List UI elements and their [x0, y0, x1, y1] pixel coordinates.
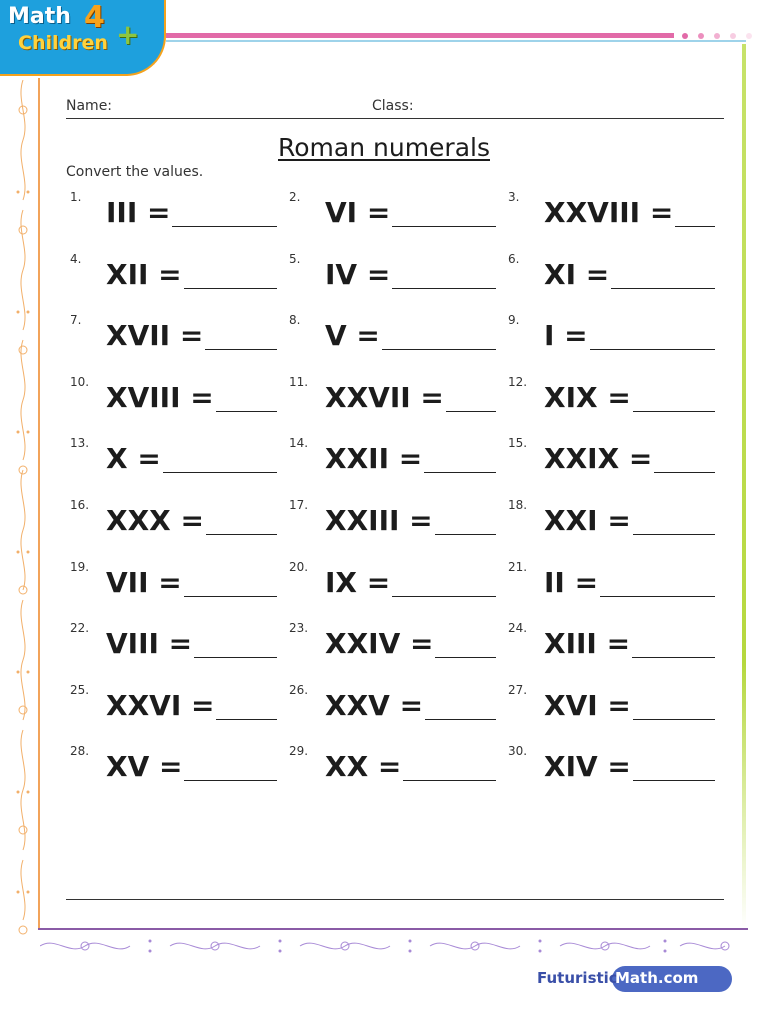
problem-number: 13. — [70, 436, 90, 451]
roman-numeral: XXIX = — [544, 442, 653, 476]
roman-numeral: V = — [325, 319, 380, 353]
problem-item — [289, 744, 496, 784]
problem-item — [508, 436, 715, 476]
roman-numeral: VI = — [325, 196, 391, 229]
logo-digit-four: 4 — [84, 0, 105, 35]
problem-number: 2. — [289, 190, 301, 204]
problem-number: 23. — [289, 621, 309, 636]
answer-blank[interactable] — [392, 226, 496, 227]
problem-item — [289, 190, 496, 230]
problem-item — [508, 313, 715, 353]
name-class-line[interactable] — [66, 118, 724, 119]
answer-blank[interactable] — [216, 719, 277, 720]
problem-item — [508, 190, 715, 230]
roman-numeral: XIV = — [544, 750, 631, 784]
brand-text-futuristic[interactable]: Futuristic — [537, 969, 618, 987]
problem-number: 30. — [508, 744, 528, 759]
answer-blank[interactable] — [654, 472, 715, 473]
roman-numeral: XXI = — [544, 504, 631, 537]
top-border-blue — [166, 40, 746, 42]
answer-blank[interactable] — [446, 411, 496, 412]
problem-number: 27. — [508, 682, 528, 697]
problem-item — [70, 744, 277, 784]
problem-item — [289, 621, 496, 661]
problem-item — [289, 498, 496, 538]
roman-numeral: XXV = — [325, 688, 424, 722]
problem-number: 17. — [289, 498, 309, 512]
problem-item — [289, 436, 496, 476]
top-dot — [714, 33, 720, 39]
top-dot — [698, 33, 704, 39]
answer-blank[interactable] — [435, 657, 496, 658]
roman-numeral: XVII = — [106, 319, 204, 353]
roman-numeral: IX = — [325, 565, 391, 599]
answer-blank[interactable] — [206, 534, 277, 535]
roman-numeral: XX = — [325, 750, 402, 784]
roman-numeral: III = — [106, 196, 171, 229]
problem-number: 29. — [289, 744, 309, 759]
problem-item — [70, 313, 277, 353]
problem-number: 16. — [70, 498, 90, 512]
roman-numeral: II = — [544, 565, 599, 599]
problem-item — [508, 252, 715, 292]
top-border-pink — [166, 33, 674, 38]
problem-item — [70, 252, 277, 292]
answer-blank[interactable] — [632, 657, 715, 658]
problem-item — [289, 560, 496, 600]
left-border-orange — [38, 78, 40, 930]
problem-number: 10. — [70, 374, 90, 389]
roman-numeral: XXVI = — [106, 688, 215, 722]
problem-number: 4. — [70, 251, 82, 266]
roman-numeral: XIX = — [544, 380, 631, 414]
problem-number: 20. — [289, 559, 309, 574]
problem-item — [70, 683, 277, 723]
problem-item — [508, 498, 715, 538]
problem-item — [70, 190, 277, 230]
problem-item — [289, 252, 496, 292]
roman-numeral: XXII = — [325, 442, 423, 476]
roman-numeral: XIII = — [544, 627, 631, 661]
top-dot — [682, 33, 688, 39]
problem-item — [70, 436, 277, 476]
answer-blank[interactable] — [403, 780, 496, 781]
answer-blank[interactable] — [425, 719, 496, 720]
problem-number: 12. — [508, 374, 528, 389]
roman-numeral: XXX = — [106, 504, 204, 537]
answer-blank[interactable] — [600, 596, 715, 597]
site-logo[interactable] — [0, 0, 166, 76]
problem-item — [289, 313, 496, 353]
roman-numeral: XVI = — [544, 688, 631, 722]
answer-blank[interactable] — [184, 780, 277, 781]
answer-blank[interactable] — [633, 411, 715, 412]
problem-number: 14. — [289, 436, 309, 451]
answer-blank[interactable] — [392, 288, 496, 289]
class-label: Class: — [372, 98, 414, 114]
problem-item — [70, 560, 277, 600]
bottom-border-purple — [38, 928, 748, 930]
problem-number: 11. — [289, 374, 309, 389]
answer-blank[interactable] — [205, 349, 277, 350]
roman-numeral: X = — [106, 442, 161, 476]
problem-number: 7. — [70, 313, 82, 328]
roman-numeral: VII = — [106, 565, 182, 599]
top-dot — [730, 33, 736, 39]
problem-item — [289, 683, 496, 723]
roman-numeral: VIII = — [106, 627, 193, 661]
problem-item — [70, 621, 277, 661]
answer-blank[interactable] — [392, 596, 496, 597]
problem-number: 3. — [508, 190, 520, 204]
answer-blank[interactable] — [216, 411, 277, 412]
roman-numeral: I = — [544, 319, 588, 353]
logo-word-math: Math — [8, 4, 71, 29]
problem-number: 19. — [70, 559, 90, 574]
answer-blank[interactable] — [424, 472, 496, 473]
answer-blank[interactable] — [611, 288, 715, 289]
problem-number: 5. — [289, 251, 301, 266]
problem-number: 28. — [70, 744, 90, 759]
roman-numeral: XXIV = — [325, 627, 434, 661]
answer-blank[interactable] — [194, 657, 277, 658]
roman-numeral: XXIII = — [325, 504, 433, 537]
logo-word-children: Children — [18, 32, 108, 54]
instruction-text: Convert the values. — [66, 164, 204, 180]
answer-blank[interactable] — [633, 780, 715, 781]
right-border-green — [742, 44, 746, 928]
answer-blank[interactable] — [590, 349, 715, 350]
answer-blank[interactable] — [382, 349, 496, 350]
problem-number: 18. — [508, 498, 528, 512]
top-dot — [746, 33, 752, 39]
answer-blank[interactable] — [172, 226, 277, 227]
problem-item — [289, 375, 496, 415]
problem-item — [508, 375, 715, 415]
answer-blank[interactable] — [184, 288, 277, 289]
answer-blank[interactable] — [633, 534, 715, 535]
problem-number: 6. — [508, 251, 520, 266]
roman-numeral: XII = — [106, 257, 182, 291]
roman-numeral: XVIII = — [106, 380, 214, 414]
problem-number: 24. — [508, 621, 528, 636]
logo-plus-sign: + — [116, 18, 140, 51]
problem-item — [508, 621, 715, 661]
roman-numeral: XXVIII = — [544, 196, 674, 229]
problem-number: 15. — [508, 436, 528, 451]
answer-blank[interactable] — [184, 596, 277, 597]
problem-number: 22. — [70, 621, 90, 636]
answer-blank[interactable] — [675, 226, 715, 227]
problem-item — [70, 498, 277, 538]
problem-number: 1. — [70, 190, 82, 204]
page-title-text: Roman numerals — [278, 133, 490, 162]
left-ornament-border — [12, 80, 34, 940]
problem-item — [508, 683, 715, 723]
problem-number: 21. — [508, 559, 528, 574]
roman-numeral: IV = — [325, 257, 391, 291]
roman-numeral: XV = — [106, 750, 183, 784]
footer-line — [66, 899, 724, 900]
problem-number: 25. — [70, 682, 90, 697]
answer-blank[interactable] — [435, 534, 496, 535]
brand-text-math-com[interactable]: Math.com — [615, 969, 699, 987]
name-label: Name: — [66, 98, 113, 114]
problem-item — [70, 375, 277, 415]
bottom-ornament-border — [40, 936, 750, 956]
problem-number: 9. — [508, 313, 520, 328]
answer-blank[interactable] — [633, 719, 715, 720]
problem-item — [508, 744, 715, 784]
page-title — [0, 133, 768, 162]
roman-numeral: XXVII = — [325, 380, 444, 414]
answer-blank[interactable] — [163, 472, 277, 473]
problem-item — [508, 560, 715, 600]
roman-numeral: XI = — [544, 257, 610, 291]
problem-number: 26. — [289, 682, 309, 697]
problem-number: 8. — [289, 313, 301, 328]
